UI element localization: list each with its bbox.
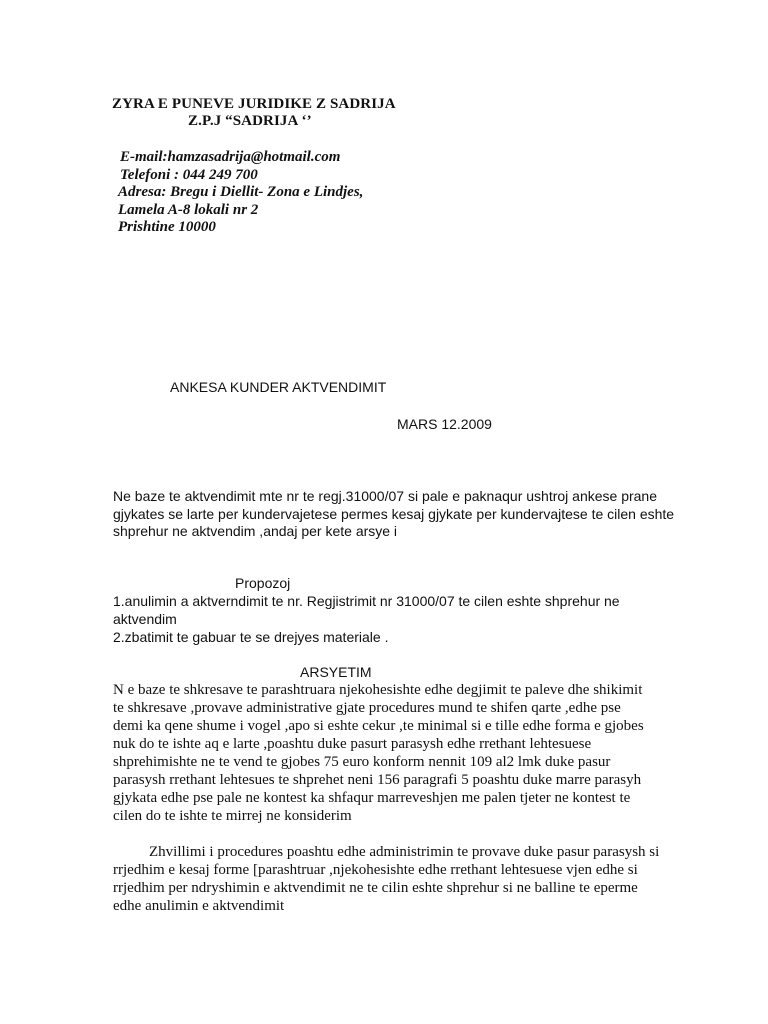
reasoning-line: shprehimishte ne te vend te gjobes 75 euro konform nennit 109 al2 lmk duke pasur	[113, 754, 611, 770]
reasoning-line: nuk do te ishte aq e larte ,poashtu duke pasurt parasysh edhe rrethant lehtesuese	[113, 736, 592, 752]
proposal-item: 1.anulimin a aktverndimit te nr. Regjistrimit nr 31000/07 te cilen eshte shprehur ne	[113, 593, 620, 609]
office-subtitle: Z.P.J “SADRIJA ‘’	[188, 113, 312, 129]
office-name: ZYRA E PUNEVE JURIDIKE Z SADRIJA	[112, 96, 396, 112]
phone-line: Telefoni : 044 249 700	[120, 167, 258, 183]
intro-line: Ne baze te aktvendimit mte nr te regj.31000/07 si pale e paknaqur ushtroj ankese prane	[113, 488, 657, 504]
intro-line: gjykates se larte per kundervajetese permes kesaj gjykate per kundervajtese te cilen eshte	[113, 506, 675, 522]
proposal-item: 2.zbatimit te gabuar te se drejyes materiale .	[113, 629, 389, 645]
document-date: MARS 12.2009	[397, 416, 492, 432]
address-line-2: Lamela A-8 lokali nr 2	[118, 202, 259, 218]
final-line: rrjedhim per ndryshimin e aktvendimit ne te cilin eshte shprehur si ne balline te eperme	[113, 880, 638, 896]
address-line-1: Adresa: Bregu i Diellit- Zona e Lindjes,	[118, 184, 364, 200]
proposal-item: aktvendim	[113, 611, 177, 627]
intro-line: shprehur ne aktvendim ,andaj per kete arsye i	[113, 523, 398, 539]
reasoning-line: demi ka qene shume i vogel ,apo si eshte cekur ,te minimal si e tille edhe forma e gjobes	[113, 718, 644, 734]
reasoning-line: parasysh rrethant lehtesues te shprehet neni 156 paragrafi 5 poashtu duke marre parasyh	[113, 772, 642, 788]
reasoning-heading: ARSYETIM	[300, 664, 372, 680]
reasoning-line: gjykata edhe pse pale ne kontest ka shfaqur marreveshjen me palen tjeter ne kontest te	[113, 790, 631, 806]
final-line: edhe anulimin e aktvendimit	[113, 898, 285, 914]
document-title: ANKESA KUNDER AKTVENDIMIT	[170, 379, 387, 395]
reasoning-line: te shkresave ,provave administrative gjate procedures mund te shifen qarte ,edhe pse	[113, 700, 621, 716]
reasoning-line: cilen do te ishte te mirrej ne konsiderim	[113, 808, 352, 824]
final-line: Zhvillimi i procedures poashtu edhe administrimin te provave duke pasur parasysh si	[149, 844, 660, 860]
final-line: rrjedhim e kesaj forme [parashtruar ,njekohesishte edhe rrethant lehtesuese vjen edhe si	[113, 862, 638, 878]
reasoning-line: N e baze te shkresave te parashtruara njekohesishte edhe degjimit te paleve dhe shikimit	[113, 682, 643, 698]
proposal-heading: Propozoj	[235, 575, 291, 591]
email-line: E-mail:hamzasadrija@hotmail.com	[120, 149, 341, 165]
city-line: Prishtine 10000	[118, 219, 216, 235]
